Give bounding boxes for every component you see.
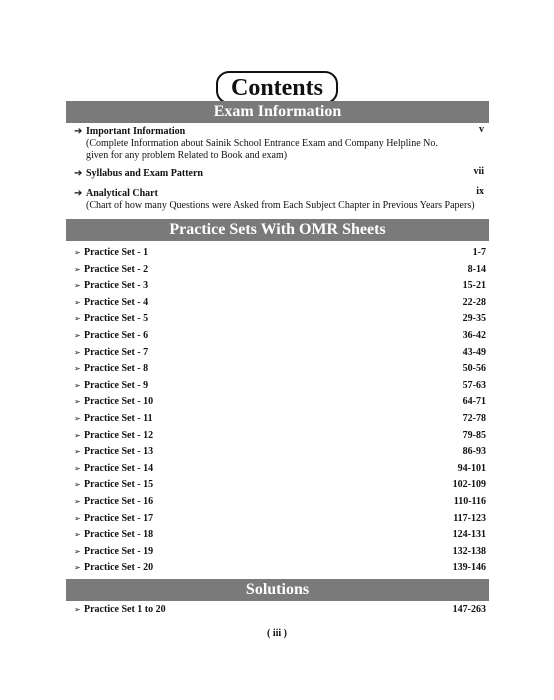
practice-set-page: 110-116: [453, 495, 486, 507]
practice-set-row[interactable]: [74, 527, 486, 544]
arrow-icon: ➔: [74, 126, 83, 137]
practice-set-label: Practice Set - 15: [84, 479, 154, 491]
practice-set-page: 1-7: [472, 247, 486, 258]
arrow-icon: ➢: [74, 447, 81, 457]
arrow-icon: ➢: [74, 513, 81, 523]
practice-set-row[interactable]: [74, 378, 486, 395]
practice-set-label: Practice Set - 7: [84, 346, 149, 358]
practice-set-label: Practice Set - 8: [84, 363, 149, 375]
practice-set-label: Practice Set - 20: [84, 562, 154, 574]
arrow-icon: ➢: [74, 463, 81, 473]
practice-set-label: Practice Set - 19: [84, 545, 154, 557]
arrow-icon: ➢: [74, 546, 81, 556]
practice-set-label: Practice Set - 6: [84, 329, 149, 341]
page-title-wrap: [0, 71, 554, 104]
practice-set-page: 36-42: [462, 329, 486, 341]
practice-set-page: 79-85: [462, 429, 486, 441]
arrow-icon: ➢: [74, 248, 81, 257]
practice-set-row[interactable]: [74, 345, 486, 362]
arrow-icon: ➢: [74, 563, 81, 573]
practice-set-page: 72-78: [462, 412, 486, 424]
practice-set-label: Practice Set - 9: [84, 379, 149, 391]
practice-set-label: Practice Set - 3: [84, 280, 149, 292]
page-title: Contents: [216, 71, 338, 104]
practice-set-row[interactable]: [74, 494, 486, 511]
practice-set-row[interactable]: [74, 295, 486, 312]
arrow-icon: ➢: [74, 413, 81, 423]
info-item-title: Syllabus and Exam Pattern: [86, 168, 203, 179]
practice-set-page: 15-21: [462, 280, 486, 292]
info-item-description: (Complete Information about Sainik School Entrance Exam and Company Helpline No. given for any problem Related to Book and exam): [86, 138, 438, 161]
practice-set-label: Practice Set - 2: [84, 263, 149, 275]
practice-set-label: Practice Set - 18: [84, 529, 154, 541]
practice-set-page: 139-146: [452, 562, 486, 574]
practice-set-row[interactable]: [74, 328, 486, 345]
page-number: ( iii ): [267, 628, 287, 639]
arrow-icon: ➢: [74, 605, 81, 614]
practice-set-page: 124-131: [452, 529, 486, 541]
practice-set-label: Practice Set - 16: [84, 495, 154, 507]
practice-set-page: 29-35: [462, 313, 486, 325]
practice-set-row[interactable]: [74, 361, 486, 378]
practice-set-row[interactable]: [74, 511, 486, 528]
practice-set-row[interactable]: [74, 444, 486, 461]
practice-set-label: Practice Set - 11: [84, 412, 153, 424]
practice-set-page: 117-123: [453, 512, 486, 524]
arrow-icon: ➢: [74, 347, 81, 357]
solutions-label: Practice Set 1 to 20: [84, 604, 166, 615]
practice-set-page: 86-93: [462, 446, 486, 458]
practice-set-label: Practice Set - 4: [84, 296, 149, 308]
solutions-row[interactable]: [74, 602, 486, 618]
info-item-description: (Chart of how many Questions were Asked from Each Subject Chapter in Previous Years Papers): [86, 200, 475, 211]
arrow-icon: ➢: [74, 314, 81, 324]
practice-set-page: 50-56: [462, 363, 486, 375]
section-header-practice-sets: Practice Sets With OMR Sheets: [66, 219, 489, 241]
info-item-page: ix: [476, 186, 484, 197]
arrow-icon: ➔: [74, 188, 83, 199]
practice-set-row[interactable]: [74, 428, 486, 445]
practice-set-row[interactable]: [74, 311, 486, 328]
arrow-icon: ➔: [74, 168, 83, 179]
practice-set-row[interactable]: [74, 394, 486, 411]
practice-set-row[interactable]: [74, 477, 486, 494]
practice-set-list: [74, 245, 486, 577]
practice-set-label: Practice Set - 10: [84, 396, 154, 408]
info-item-title: Important Information: [86, 126, 186, 137]
practice-set-page: 8-14: [467, 263, 486, 275]
arrow-icon: ➢: [74, 530, 81, 540]
arrow-icon: ➢: [74, 496, 81, 506]
practice-set-page: 132-138: [452, 545, 486, 557]
arrow-icon: ➢: [74, 397, 81, 407]
practice-set-label: Practice Set - 13: [84, 446, 154, 458]
practice-set-row[interactable]: [74, 411, 486, 428]
arrow-icon: ➢: [74, 364, 81, 374]
practice-set-page: 22-28: [462, 296, 486, 308]
arrow-icon: ➢: [74, 297, 81, 307]
practice-set-label: Practice Set - 1: [84, 247, 149, 258]
solutions-page: 147-263: [452, 604, 486, 615]
practice-set-page: 57-63: [462, 379, 486, 391]
practice-set-row[interactable]: [74, 544, 486, 561]
practice-set-label: Practice Set - 17: [84, 512, 154, 524]
info-item-page: vii: [473, 166, 484, 177]
section-header-solutions: Solutions: [66, 579, 489, 601]
practice-set-label: Practice Set - 12: [84, 429, 154, 441]
info-item-title: Analytical Chart: [86, 188, 158, 199]
practice-set-row[interactable]: [74, 461, 486, 478]
arrow-icon: ➢: [74, 430, 81, 440]
arrow-icon: ➢: [74, 281, 81, 291]
practice-set-row[interactable]: [74, 560, 486, 577]
practice-set-row[interactable]: [74, 262, 486, 279]
practice-set-label: Practice Set - 5: [84, 313, 149, 325]
practice-set-row[interactable]: [74, 245, 486, 262]
practice-set-page: 94-101: [457, 462, 486, 474]
practice-set-page: 102-109: [452, 479, 486, 491]
section-header-exam-information: Exam Information: [66, 101, 489, 123]
practice-set-label: Practice Set - 14: [84, 462, 154, 474]
arrow-icon: ➢: [74, 380, 81, 390]
practice-set-page: 64-71: [462, 396, 486, 408]
info-item-page: v: [479, 124, 484, 135]
arrow-icon: ➢: [74, 480, 81, 490]
practice-set-page: 43-49: [462, 346, 486, 358]
arrow-icon: ➢: [74, 330, 81, 340]
practice-set-row[interactable]: [74, 278, 486, 295]
arrow-icon: ➢: [74, 264, 81, 274]
